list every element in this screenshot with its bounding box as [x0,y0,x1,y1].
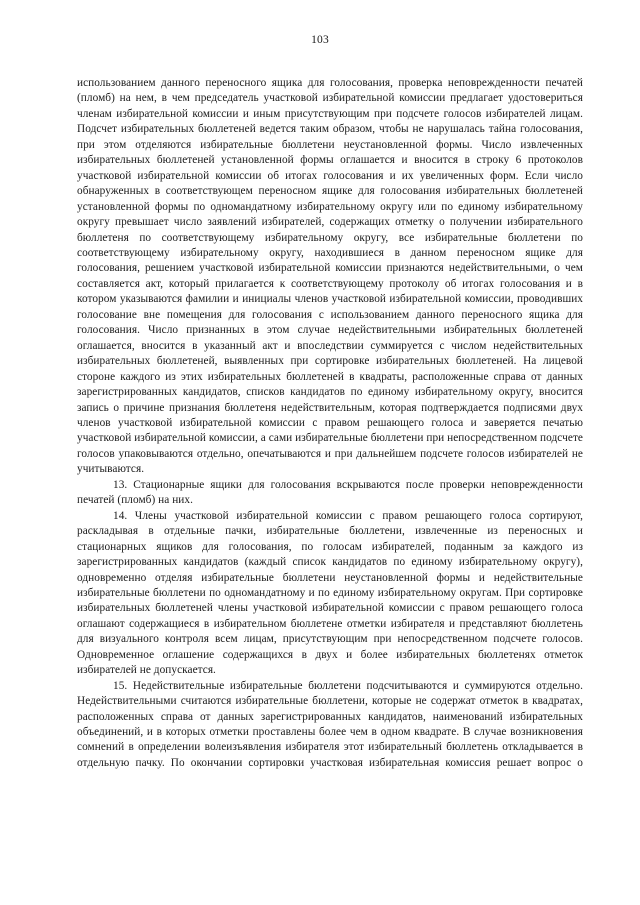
page-number: 103 [311,34,329,46]
paragraph-item-13: 13. Стационарные ящики для голосования вскрываются после проверки неповрежденности печатей (пломб) на них. [77,478,583,507]
body-text [77,76,583,771]
paragraph-item-15: 15. Недействительные избирательные бюллетени подсчитываются и суммируются отдельно. Недействительными считаются избирательные бюллетени, которые не содержат отметок в квадратах, расположенных справа от данных зарегистрированных кандидатов, наименований избирательных объединений, и в которых отметки проставлены более чем в одном квадрате. В случае возникновения сомнений в определении волеизъявления избирателя этот избирательный бюллетень откладывается в отдельную пачку. По окончании сортировки участковая избирательная комиссия решает вопрос о [77,679,583,769]
paragraph-continuation: использованием данного переносного ящика для голосования, проверка неповрежденности печатей (пломб) на нем, в чем председатель участковой избирательной комиссии предлагает удостовериться членам избирательной комиссии и иным присутствующим при подсчете голосов избирателей лицам. Подсчет избирательных бюллетеней ведется таким образом, чтобы не нарушалась тайна голосования, при этом отделяются избирательные бюллетени неустановленной формы. Число извлеченных избирательных бюллетеней установленной формы оглашается и вносится в строку 6 протоколов участковой избирательной комиссии об итогах голосования и их увеличенных форм. Если число обнаруженных в соответствующем переносном ящике для голосования избирательных бюллетеней установленной формы по одномандатному избирательному округу или по единому избирательному округу превышает число заявлений избирателей, содержащих отметку о получении избирательного бюллетеня по соответствующему избирательному округу, все избирательные бюллетени по соответствующему избирательному округу, находившиеся в данном переносном ящике для голосования, решением участковой избирательной комиссии признаются недействительными, о чем составляется акт, который прилагается к соответствующему протоколу об итогах голосования и в котором указываются фамилии и инициалы членов участковой избирательной комиссии, проводивших голосование вне помещения для голосования с использованием данного переносного ящика для голосования. Число признанных в этом случае недействительными избирательных бюллетеней оглашается, вносится в указанный акт и впоследствии суммируется с числом недействительных избирательных бюллетеней, выявленных при сортировке избирательных бюллетеней. На лицевой стороне каждого из этих избирательных бюллетеней в квадраты, расположенные справа от данных зарегистрированных кандидатов, списков кандидатов по единому избирательному округу, вносится запись о причине признания бюллетеня недействительным, которая подтверждается подписями двух членов участковой избирательной комиссии с правом решающего голоса и заверяется печатью участковой избирательной комиссии, а сами избирательные бюллетени при непосредственном подсчете голосов упаковываются отдельно, опечатываются и при дальнейшем подсчете голосов избирателей не учитываются. [77,77,583,476]
paragraph-item-14: 14. Члены участковой избирательной комиссии с правом решающего голоса сортируют, раскладывая в отдельные пачки, избирательные бюллетени, извлеченные из переносных и стационарных ящиков для голосования, по голосам избирателей, поданным за каждого из зарегистрированных кандидатов (каждый список кандидатов по единому избирательному округу), одновременно отделяя избирательные бюллетени неустановленной формы и недействительные избирательные бюллетени по одномандатному и по единому избирательному округам. При сортировке избирательных бюллетеней члены участковой избирательной комиссии с правом решающего голоса оглашают содержащиеся в избирательном бюллетене отметки избирателя и представляют бюллетень для визуального контроля всем лицам, присутствующим при непосредственном подсчете голосов. Одновременное оглашение содержащихся в двух и более избирательных бюллетенях отметок избирателей не допускается. [77,509,583,677]
